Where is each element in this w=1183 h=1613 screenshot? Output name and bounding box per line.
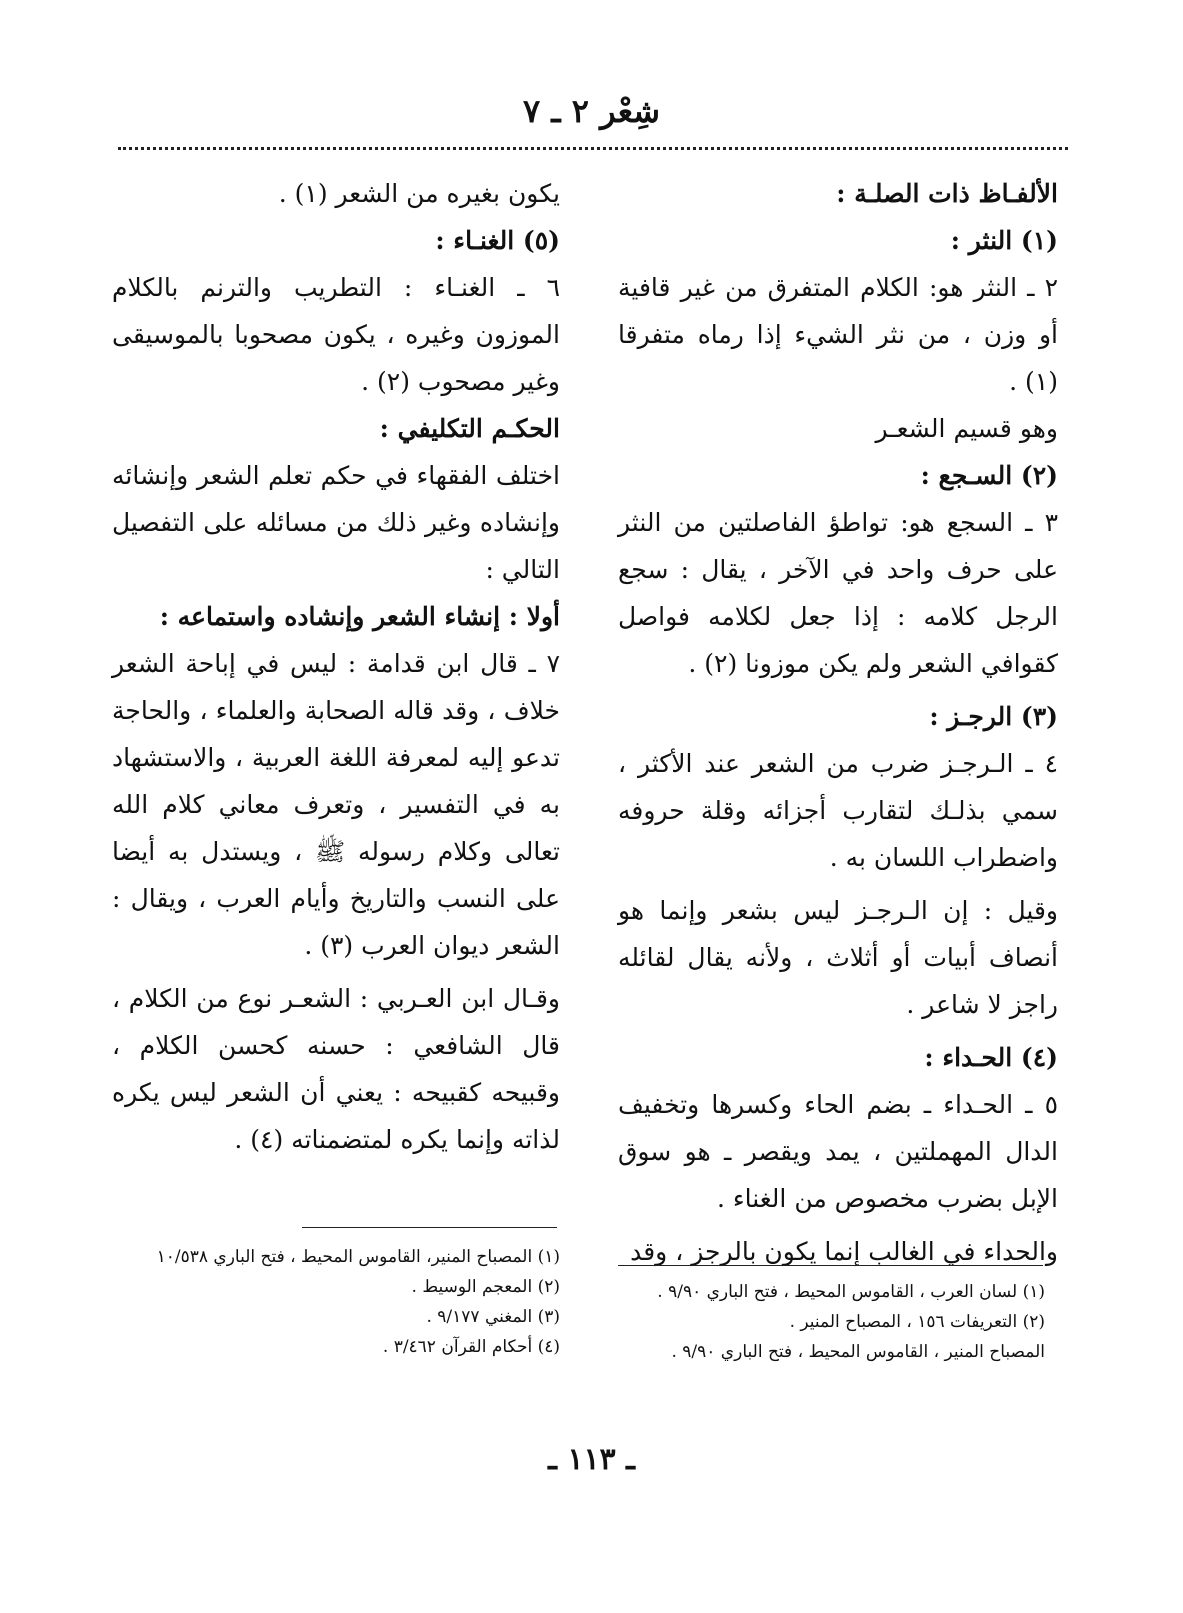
paragraph-huda-note: والحداء في الغالب إنما يكون بالرجز ، وقد: [630, 1237, 1058, 1266]
footnote-item: (٤) أحكام القرآن ٣/٤٦٢ .: [382, 1337, 560, 1357]
left-footnote-rule: [302, 1227, 557, 1228]
heading-first-composition: أولا : إنشاء الشعر وإنشاده واستماعه :: [159, 602, 560, 631]
heading-prose: (١) النثر :: [950, 226, 1058, 255]
page-number: ـ ١١٣ ـ: [548, 1442, 635, 1477]
running-header: شِعْر ٢ ـ ٧: [522, 92, 661, 130]
left-footnotes: [112, 1242, 560, 1362]
right-column: [618, 170, 1058, 1275]
header-dotted-rule: [118, 147, 1068, 150]
heading-huda: (٤) الحـداء :: [924, 1043, 1058, 1072]
paragraph-prose-definition: ٢ ـ النثر هو: الكلام المتفرق من غير قافية أو وزن ، من نثر الشيء إذا رماه متفرقا (١) .: [618, 273, 1058, 396]
left-column: [112, 170, 560, 1163]
paragraph-ruling-intro: اختلف الفقهاء في حكم تعلم الشعر وإنشائه وإنشاده وغير ذلك من مسائله على التفصيل التالي :: [112, 461, 560, 584]
paragraph-prose-note: وهو قسيم الشعـر: [875, 414, 1058, 443]
footnote-item: (١) المصباح المنير، القاموس المحيط ، فتح الباري ١٠/٥٣٨: [156, 1247, 560, 1267]
paragraph-ibn-arabi: وقـال ابن العـربي : الشعـر نوع من الكلام ، قال الشافعي : حسنه كحسن الكلام ، وقبيحه كقبيحه : يعني أن الشعر ليس يكره لذاته وإنما يكره لمتضمناته (٤) .: [112, 984, 560, 1154]
footnote-item: (٢) المعجم الوسيط .: [411, 1277, 560, 1297]
heading-rajaz: (٣) الرجـز :: [929, 702, 1058, 731]
paragraph-ghina-definition: ٦ ـ الغنـاء : التطريب والترنم بالكلام الموزون وغيره ، يكون مصحوبا بالموسيقى وغير مصحوب (٢) .: [112, 273, 560, 396]
paragraph-saj-definition: ٣ ـ السجع هو: تواطؤ الفاصلتين من النثر على حرف واحد في الآخر ، يقال : سجع الرجل كلامه : إذا جعل لكلامه فواصل كقوافي الشعر ولم يكن موزونا (٢) .: [618, 508, 1058, 678]
paragraph-rajaz-definition: ٤ ـ الـرجـز ضرب من الشعر عند الأكثر ، سمي بذلـك لتقارب أجزائه وقلة حروفه واضطراب اللسان به .: [618, 749, 1058, 872]
footnote-item: (٢) التعريفات ١٥٦ ، المصباح المنير .: [789, 1312, 1045, 1332]
paragraph-rajaz-note: وقيل : إن الـرجـز ليس بشعر وإنما هو أنصاف أبيات أو أثلاث ، ولأنه يقال لقائله راجز لا شاعر .: [618, 896, 1058, 1019]
right-footnote-rule: [618, 1265, 1043, 1266]
paragraph-ibn-qudama: ٧ ـ قال ابن قدامة : ليس في إباحة الشعر خلاف ، وقد قاله الصحابة والعلماء ، والحاجة تدعو إليه لمعرفة اللغة العربية ، والاستشهاد به في التفسير ، وتعرف معاني كلام الله تعالى وكلام رسوله ﷺ ، ويستدل به أيضا على النسب والتاريخ وأيام العرب ، ويقال : الشعر ديوان العرب (٣) .: [112, 649, 560, 960]
right-footnotes: [605, 1277, 1045, 1367]
heading-saj: (٢) السـجع :: [920, 461, 1058, 490]
paragraph-continuation: يكون بغيره من الشعر (١) .: [278, 179, 560, 208]
heading-related-terms: الألفـاظ ذات الصلـة :: [836, 179, 1058, 208]
footnote-item: (١) لسان العرب ، القاموس المحيط ، فتح الباري ٩/٩٠ .: [657, 1282, 1045, 1302]
footnote-item: المصباح المنير ، القاموس المحيط ، فتح الباري ٩/٩٠ .: [671, 1342, 1045, 1362]
heading-legal-ruling: الحكـم التكليفي :: [379, 414, 560, 443]
paragraph-huda-definition: ٥ ـ الحـداء ـ بضم الحاء وكسرها وتخفيف الدال المهملتين ، يمد ويقصر ـ هو سوق الإبل بضرب مخصوص من الغناء .: [618, 1090, 1058, 1213]
footnote-item: (٣) المغني ٩/١٧٧ .: [426, 1307, 560, 1327]
heading-ghina: (٥) الغنـاء :: [435, 226, 560, 255]
